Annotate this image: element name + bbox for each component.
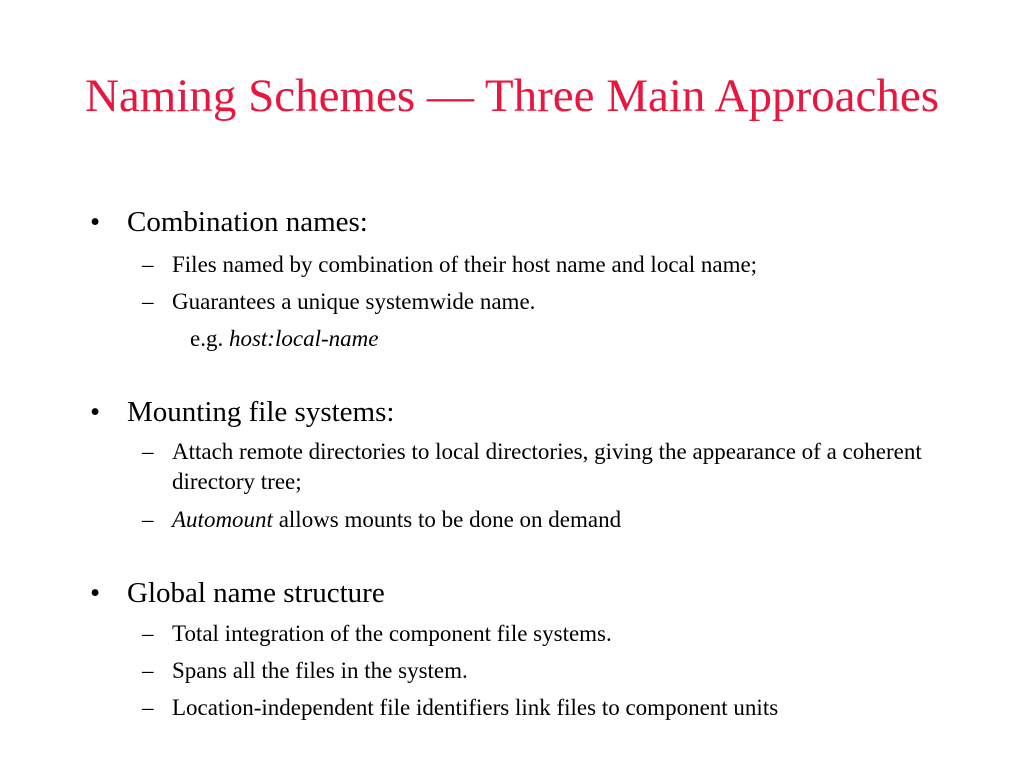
- bullet-icon: •: [90, 577, 101, 609]
- slide-title: Naming Schemes — Three Main Approaches: [84, 70, 940, 122]
- dash-icon: –: [142, 252, 154, 277]
- dash-icon: –: [142, 507, 154, 532]
- sub-item-text: Attach remote directories to local directories, giving the appearance of a coherent directory tree;: [172, 439, 922, 494]
- example-prefix: e.g.: [190, 326, 229, 351]
- sub-item-text: [172, 505, 621, 535]
- bullet-heading: Combination names:: [127, 206, 368, 238]
- sub-item-text: Total integration of the component file systems.: [172, 621, 612, 646]
- automount-rest: allows mounts to be done on demand: [272, 507, 622, 532]
- dash-icon: –: [142, 439, 154, 464]
- dash-icon: –: [142, 289, 154, 314]
- dash-icon: –: [142, 621, 154, 646]
- dash-icon: –: [142, 658, 154, 683]
- bullet-icon: •: [90, 206, 101, 238]
- sub-item-text: Guarantees a unique systemwide name.: [172, 289, 536, 314]
- sub-item-text: Files named by combination of their host name and local name;: [172, 252, 758, 277]
- sub-item-text: Spans all the files in the system.: [172, 658, 468, 683]
- dash-icon: –: [142, 695, 154, 720]
- example-italic: host:local-name: [228, 326, 379, 351]
- bullet-heading: Mounting file systems:: [127, 396, 395, 428]
- bullet-icon: •: [90, 396, 101, 428]
- automount-italic: Automount: [172, 507, 273, 532]
- example-line: [190, 324, 378, 354]
- bullet-heading: Global name structure: [127, 577, 385, 609]
- sub-item-text: Location-independent file identifiers link files to component units: [172, 695, 779, 720]
